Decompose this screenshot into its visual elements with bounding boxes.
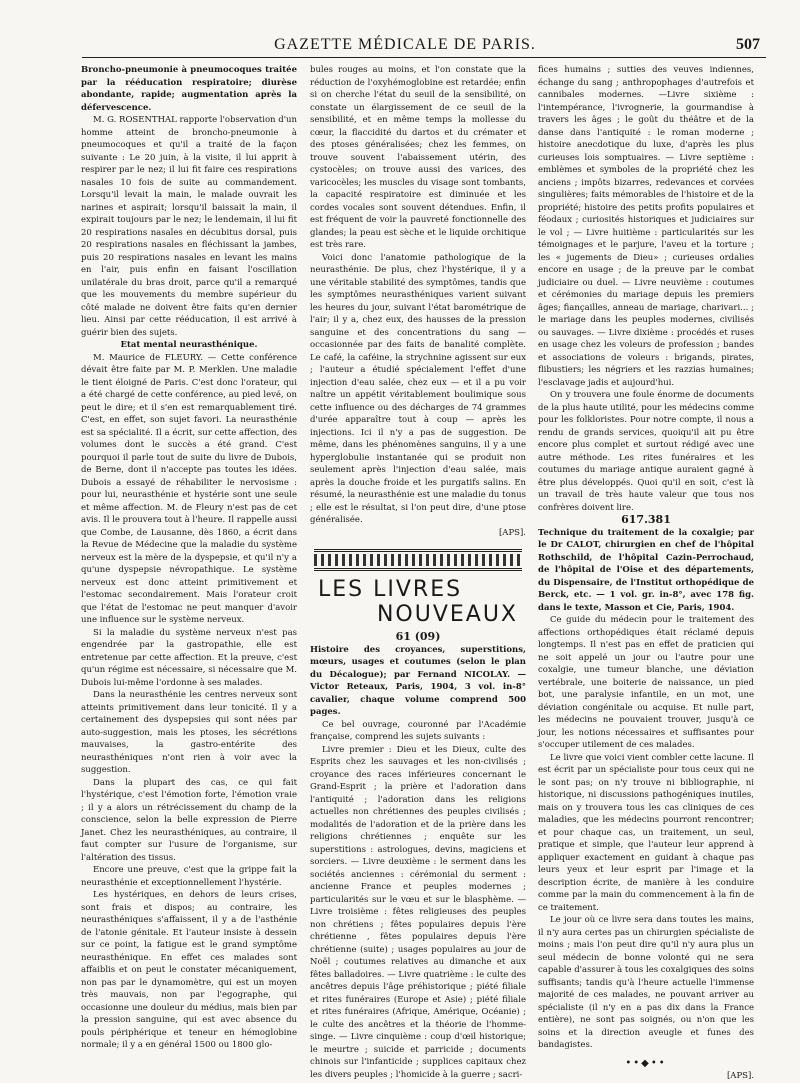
page-header bbox=[0, 0, 800, 58]
paragraph: Les hystériques, en dehors de leurs crises, sont frais et dispos; au contraire, les neurasthéniques s'affaissent, il y a de l'asthénie de l'atonie génitale. Et l'auteur insiste à dessein sur ce point, la fatigue est le grand symptôme neurasthénique. En effet ces malades sont affaiblis et on peut le constater mécaniquement, non pas par le dynamomètre, qui est un moyen très mauvais, non par l'egographe, qui occasionne une douleur du médius, mais bien par la pression sanguine, qui est avec absence du pouls périphérique et teneur en hémoglobine normale; il y a en général 1500 ou 1800 glo- bbox=[81, 890, 297, 1050]
book-reference: Histoire des croyances, superstitions, mœurs, usages et coutumes (selon le plan du Décalogue); par Fernand NICOLAY. — Victor Reteaux, Paris, 1904, 3 vol. in-8° cavalier, chaque volume comprend 500 pages. bbox=[310, 644, 526, 717]
paragraph: M. G. ROSENTHAL rapporte l'observation d'un homme atteint de broncho-pneumonie à pneumocoques et qu'il a traité de la façon suivante : Le 20 juin, à la visite, il lui apprit à respirer par le nez; il lui fit faire ces respirations nasales 10 fois de suite au commandement. Lorsqu'il levait la main, le malade ouvrait les narines et aspirait; lorsqu'il baissait la main, il expirait toujours par le nez; le lendemain, il lui fit 20 respirations nasales en décubitus dorsal, puis 20 respirations nasales en fléchissant la jambes, puis 20 respirations nasales en levant les mains en l'air, puis enfin en faisant l'oscillation unilatérale du bras droit, parce qu'il a remarqué que les mouvements du membre supérieur du côté malade ne doivent être faits qu'en dernier lieu. Ainsi par cette rééducation, il est arrivé à guérir bien des sujets. bbox=[81, 115, 297, 338]
journal-title: GAZETTE MÉDICALE DE PARIS. bbox=[274, 36, 536, 53]
paragraph: Si la maladie du système nerveux n'est pas engendrée par la gastropathie, elle est entretenue par cette affection. Et la preuve, c'est qu'un régime est nécessaire, si nécessaire que M. Dubois lui-même l'ordonne à ses malades. bbox=[81, 627, 297, 688]
paragraph: Le jour où ce livre sera dans toutes les mains, il n'y aura certes pas un chirurgien spécialiste de moins ; mais l'on peut dire qu'il n'y aura plus un seul médecin de bonne volonté qui ne sera capable d'assurer à tous les coxalgiques des soins suffisants; tandis qu'à l'heure actuelle l'immense majorité de ces malades, ne pouvant arriver au spécialiste (il n'y en a pas dix dans la France entière), ne sont pas soignés, ou n'on que les soins et la direction aveugle et funes des bandagistes. bbox=[538, 915, 754, 1050]
paragraph: Voici donc l'anatomie pathologique de la neurasthénie. De plus, chez l'hystérique, il y a une véritable stabilité des symptômes, tandis que les symptômes neurasthéniques varient suivant les heures du jour, suivant l'état barométrique de l'air; il y a, chez eux, des hausses de la pression sanguine et des concentrations du sang — occasionnée par des faits de banalité complète. Le café, la caféine, la strychnine agissent sur eux ; l'auteur a étudié spécialement l'effet d'une injection d'eau salée, chez eux — et il a pu voir naître un appétit véritablement boulimique sous cette influence ou des décharges de 74 grammes d'urée apparaître tout à coup — après les injections. Ici il n'y a pas de suggestion. De même, dans les phénomènes sanguins, il y a une hyperglobulie instantanée qui se produit non seulement après l'injection d'eau salée, mais après la douche froide et les purgatifs salins. En résumé, la neurasthénie est une maladie du tonus ; elle est le résultat, si l'on peut dire, d'une ptose généralisée. bbox=[310, 252, 526, 525]
banner-ornament bbox=[314, 549, 522, 571]
section-subhead: Etat mental neurasthénique. bbox=[120, 340, 258, 350]
column-right bbox=[538, 64, 754, 1083]
page-number: 507 bbox=[736, 36, 760, 53]
paragraph: fices humains ; sutties des veuves indiennes, échange du sang ; anthropophages d'autrefois et cannibales modernes. —Livre sixième : l'intempérance, l'ivrognerie, la gourmandise à travers les âges ; le goût du théâtre et de la danse dans l'antiquité : le roman moderne ; histoire anecdotique du luxe, d'après les plus curieuses lois somptuaires. — Livre septième : emblèmes et symboles de la propriété chez les anciens ; impôts bizarres, redevances et corvées singulières; faits mémorables de l'histoire et de la propriété; histoire des petits profits populaires et féodaux ; curiosités historiques et judiciaires sur le vol ; — Livre huitième : particularités sur les témoignages et le parjure, l'aveu et la torture ; les « jugements de Dieu» ; curieuses ordalies encore en usage ; de la preuve par le combat judiciaire ou duel. — Livre neuvième : coutumes et cérémonies du mariage depuis les premiers âges; fiançailles, anneau de mariage, charivari... ; le mariage dans les peuples modernes, civilisés ou sauvages. — Livre dixième : procédés et ruses en usage chez les voleurs de profession ; bandes et associations de voleurs : brigands, pirates, flibustiers; les négriers et les razzias humaines; l'esclavage jadis et aujourd'hui. bbox=[538, 65, 754, 388]
book-number: 617.381 bbox=[621, 513, 671, 526]
signature: [APS]. bbox=[726, 1071, 754, 1081]
book-reference: Technique du traitement de la coxalgie; par le Dr CALOT, chirurgien en chef de l'hôpital Rothschild, de l'hôpital Cazin-Perrochaud, de l'hôpital de l'Oise et des départements, du Dispensaire, de l'Institut orthopédique de Berck, etc. — 1 vol. gr. in-8°, avec 178 fig. dans le texte, Masson et Cie, Paris, 1904. bbox=[538, 527, 754, 613]
banner-title-line1: LES LIVRES bbox=[318, 577, 463, 602]
paragraph: On y trouvera une foule énorme de documents de la plus haute utilité, pour les médecins comme pour les folkloristes. Pour notre compte, il nous a rendu de grands services, quoiqu'il ait pu être encore plus complet et surtout rédigé avec une autre méthode. Les rites funéraires et les coutumes du mariage antique auraient gagné à être plus développés. Quoi qu'il en soit, c'est là un travail de très haute valeur que tous nos confrères doivent lire. bbox=[538, 390, 754, 513]
column-middle bbox=[310, 64, 526, 1081]
paragraph: Ce guide du médecin pour le traitement des affections orthopédiques était réclamé depuis longtemps. Il n'est pas en effet de praticien qui ne soit appelé un jour ou l'autre pour une coxalgie, une tumeur blanche, une déviation vertébrale, une boiterie de naissance, un pied bot, une paralysie infantile, en un mot, une déviation congénitale ou acquise. Et nulle part, les médecins ne pouvaient trouver, jusqu'à ce jour, les notions nécessaires et suffisantes pour s'occuper utilement de ces malades. bbox=[538, 615, 754, 750]
paragraph: Livre premier : Dieu et les Dieux, culte des Esprits chez les sauvages et les non-civilisés ; croyance des races inférieures concernant le Grand-Esprit ; la prière et l'adoration dans l'antiquité ; l'adoration dans les religions actuelles non chrétiennes des peuples civilisés ; modalités de l'adoration et de la prière dans les religions chrétiennes ; enquête sur les superstitions : astrologues, devins, magiciens et sorciers. — Livre deuxième : le serment dans les sociétés anciennes : cérémonial du serment : ancienne France et peuples modernes ; particularités sur le vœu et sur le blasphème. — Livre troisième : fêtes religieuses des peuples non chrétiens ; fêtes populaires depuis l'ère chrétienne , fêtes populaires depuis l'ère chrétienne (suite) ; usages populaires au jour de Noël ; coutumes relatives au dimanche et aux fêtes balladoires. — Livre quatrième : le culte des ancêtres depuis l'âge préhistorique ; piété filiale et rites funéraires (Europe et Asie) ; piété filiale et rites funéraires (Afrique, Amérique, Océanie) ; le culte des ancêtres et la théorie de l'homme-singe. — Livre cinquième : coup d'œil historique; le meurtre ; suicide et parricide ; documents chinois sur l'infanticide ; supplices capitaux chez les divers peuples ; l'homicide à la guerre ; sacri- bbox=[310, 744, 526, 1080]
paragraph: Encore une preuve, c'est que la grippe fait la neurasthénie et exceptionnellement l'hystérie. bbox=[81, 865, 297, 888]
paragraph: M. Maurice de FLEURY. — Cette conférence dévait être faite par M. P. Merklen. Une maladie le tient éloigné de Paris. C'est donc l'orateur, qui a été chargé de cette conférence, au pied levé, on peut le dire; et il s'en est remarquablement tiré. C'est, en effet, son sujet favori. La neurasthénie est sa spécialité. Il a écrit, sur cette affection, des volumes dont le succès a été grand. C'est pourquoi il parle tout de suite du livre de Dubois, de Berne, dont il n'accepte pas toutes les idées. Dubois a essayé de réhabiliter le nervosisme : pour lui, neurasthénie et hystérie sont une seule et même affection. M. de Fleury n'est pas de cet avis. Il le prouvera tout à l'heure. Il rappelle aussi que Combe, de Lausanne, dès 1860, a écrit dans la Revue de Médecine que la maladie du système nerveux est la mère de la dyspepsie, et qu'il n'y a qu'une dyspepsie névropathique. Le système nerveux est donc atteint primitivement et l'estomac secondairement. Mais l'orateur croit que l'état de l'estomac ne peut manquer d'avoir une influence sur le système nerveux. bbox=[81, 352, 297, 625]
end-ornament: ••◆•• bbox=[625, 1057, 667, 1069]
paragraph: Ce bel ouvrage, couronné par l'Académie française, comprend les sujets suivants : bbox=[310, 719, 526, 742]
column-left bbox=[81, 64, 297, 1052]
banner-title-line2: NOUVEAUX bbox=[376, 602, 518, 627]
paragraph: Le livre que voici vient combler cette lacune. Il est écrit par un spécialiste pour tous ceux qui ne le sont pas; on n'y trouve ni bibliographie, ni historique, ni discussions pathogéniques inutiles, mais on y trouvera tous les cas cliniques de ces maladies, que les médecins pourront rencontrer; et pour chaque cas, un traitement, un seul, pratique et simple, que l'auteur leur apprend à appliquer exactement en guidant à chaque pas leurs yeux et leur esprit par l'image et la description écrite, de manière à les conduire comme par la main du commencement à la fin de ce traitement. bbox=[538, 752, 754, 913]
paragraph: Dans la plupart des cas, ce qui fait l'hystérique, c'est l'émotion forte, l'émotion vraie ; il y a alors un rétrécissement du champ de la conscience, selon la belle expression de Pierre Janet. Chez les neurasthéniques, au contraire, il faut compter sur l'usure de l'organisme, sur l'altération des tissus. bbox=[81, 777, 297, 863]
signature: [APS]. bbox=[498, 527, 526, 538]
header-rule bbox=[82, 57, 766, 58]
article-heading: Broncho-pneumonie à pneumocoques traitée par la rééducation respiratoire; diurèse abondante, rapide; augmentation après la défervescence. bbox=[81, 65, 297, 113]
book-number: 61 (09) bbox=[395, 630, 441, 643]
paragraph: Dans la neurasthénie les centres nerveux sont atteints primitivement dans leur tonicité. Il y a certainement des dyspepsies qui sont nées par auto-suggestion, mais les ptoses, les sécrétions mauvaises, la gastro-entérite des neurasthéniques n'ont rien à voir avec la suggestion. bbox=[81, 690, 297, 775]
paragraph: bules rouges au moins, et l'on constate que la réduction de l'oxyhémoglobine est retardée; enfin si on cherche l'état du seuil de la sensibilité, on constate un élargissement de ce seuil de la sensibilité, et en même temps la mollesse du cœur, la flaccidité du dartos et du crémater et des ptoses généralisées; chez les femmes, on trouve souvent l'abaissement utérin, des cystocèles; on trouve aussi des varices, des varicocèles; les muscles du visage sont tombants, la capacité respiratoire est diminuée et les cordes vocales sont souvent détendues. Enfin, il est fréquent de voir la pauvreté fonctionnelle des glandes; la peau est sèche et le liquide orchitique est très rare. bbox=[310, 65, 526, 250]
section-banner bbox=[310, 549, 526, 627]
